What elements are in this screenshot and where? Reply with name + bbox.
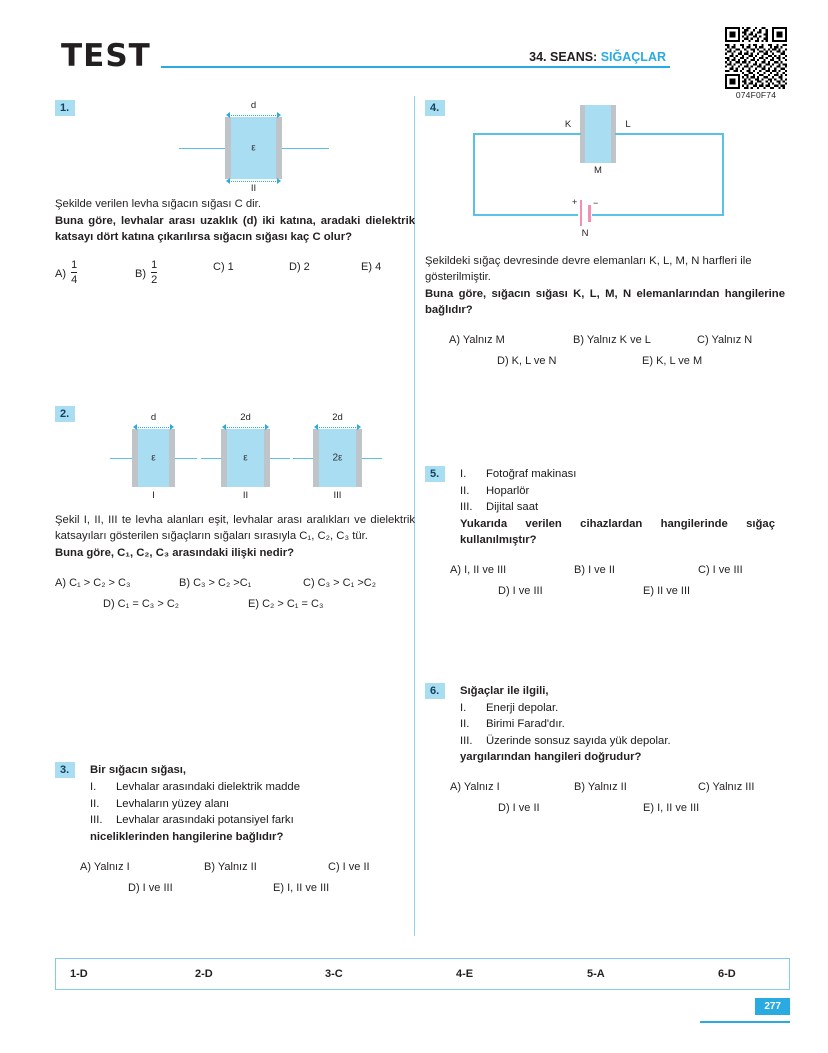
option-b-key: B): [135, 267, 146, 280]
plate-label-L: L: [625, 119, 631, 130]
cap1-arrow-left: [133, 424, 137, 430]
test-title: TEST: [61, 38, 161, 74]
option-a-text: C₁ > C₂ > C₃: [69, 577, 131, 589]
circuit-wire-top-left: [473, 133, 581, 135]
option-c[interactable]: [328, 861, 370, 873]
roman-text: Birimi Farad'dır.: [486, 718, 565, 730]
option-e[interactable]: [248, 598, 323, 610]
option-b-denominator: 2: [151, 274, 158, 286]
question-6-roman-list: [460, 700, 785, 750]
circuit-dielectric-M: [585, 105, 611, 163]
option-a-key: A): [450, 563, 461, 576]
answer-2: 2-D: [195, 968, 213, 980]
qr-block: [722, 27, 790, 100]
option-e-key: E): [248, 598, 259, 610]
option-e[interactable]: [643, 585, 690, 597]
question-3-body: [55, 762, 415, 894]
roman-item: [460, 466, 785, 483]
option-d[interactable]: [497, 355, 642, 367]
option-e-text: I, II ve III: [287, 881, 330, 894]
question-2-options-row-2: [55, 598, 415, 610]
roman-numeral: I.: [90, 781, 97, 793]
option-b-key: B): [179, 577, 190, 589]
option-a-text: Yalnız I: [463, 781, 500, 793]
question-6-lead: Sığaçlar ile ilgili,: [460, 684, 549, 697]
question-5-roman-list: [460, 466, 785, 516]
option-d-text: 2: [303, 261, 310, 273]
question-3-options-row-1: [80, 861, 415, 873]
roman-numeral: III.: [90, 814, 103, 826]
option-c[interactable]: [698, 781, 754, 793]
gap-dimension-top: [229, 115, 278, 116]
question-4-body: [425, 253, 785, 367]
roman-text: Hoparlör: [486, 484, 530, 497]
question-6-prompt: yargılarından hangileri doğrudur?: [460, 751, 642, 763]
circuit-wire-bottom-left: [473, 214, 578, 216]
option-e-key: E): [273, 881, 284, 894]
option-c-key: C): [328, 860, 340, 873]
option-b-key: B): [204, 860, 215, 873]
question-3-roman-list: [90, 779, 415, 829]
qr-code-icon: [725, 27, 787, 89]
roman-item: [90, 796, 415, 813]
option-a-numerator: 1: [71, 259, 78, 271]
capacitor-body: [225, 117, 282, 179]
option-a[interactable]: [55, 577, 179, 589]
session-title: [523, 50, 672, 64]
question-2-options: [55, 577, 415, 610]
option-b-numerator: 1: [151, 259, 158, 271]
cap2-dielectric-label: ε: [243, 452, 248, 464]
option-e[interactable]: [361, 261, 381, 287]
option-a-fraction: [71, 260, 77, 286]
left-column: [55, 100, 415, 903]
circuit-wire-left: [473, 133, 475, 216]
question-3-lead: Bir sığacın sığası,: [90, 764, 187, 776]
cap1-dielectric-label: ε: [151, 452, 156, 464]
question-2-stem: Şekil I, II, III te levha alanları eşit, levhalar arası aralıkları ve dielektrik katsayıları gösterilen sığaçların sığaları sırasıyla C₁, C₂, C₃ tür.: [55, 514, 415, 542]
battery-minus-sign: −: [593, 198, 599, 208]
question-4-options-row-1: [449, 334, 785, 346]
question-6: [425, 683, 785, 815]
option-c[interactable]: [213, 261, 289, 287]
option-b-key: B): [573, 334, 584, 346]
roman-numeral: II.: [90, 797, 100, 810]
cap2-name: II: [242, 490, 249, 501]
cap3-arrow-right: [357, 424, 361, 430]
cap1-gap-dimension: [136, 427, 171, 428]
answer-key-bar: [55, 958, 790, 990]
cap3-gap-dimension: [317, 427, 358, 428]
option-b[interactable]: [573, 334, 697, 346]
option-d-key: D): [128, 881, 140, 894]
capacitor-wire-left: [179, 148, 227, 149]
cap1-wire-left: [110, 458, 132, 459]
option-d[interactable]: [498, 585, 643, 597]
roman-text: Üzerinde sonsuz sayıda yük depolar.: [486, 734, 671, 747]
option-e-text: II ve III: [657, 584, 691, 597]
answer-5: 5-A: [587, 968, 605, 980]
question-5-number: 5.: [425, 466, 445, 482]
question-1-stem: Şekilde verilen levha sığacın sığası C dir.: [55, 198, 261, 210]
option-c-key: C): [213, 261, 225, 273]
question-2: [55, 406, 415, 666]
cap3-arrow-left: [314, 424, 318, 430]
header-rule: [145, 66, 670, 68]
option-e-key: E): [643, 802, 654, 814]
right-column: [425, 100, 785, 823]
question-5-options: [450, 564, 785, 597]
option-c[interactable]: [303, 577, 376, 589]
dielectric-label-M: M: [594, 165, 602, 176]
roman-text: Fotoğraf makinası: [486, 468, 577, 480]
session-number: 34. SEANS:: [529, 50, 598, 64]
roman-numeral: II.: [460, 484, 470, 497]
question-2-body: [55, 512, 415, 610]
option-d[interactable]: [498, 802, 643, 814]
cap3-wire-left: [293, 458, 313, 459]
option-c-text: 1: [227, 261, 234, 273]
option-b-text: Yalnız II: [217, 860, 257, 873]
roman-item: [460, 733, 785, 750]
option-a-key: A): [55, 267, 66, 280]
question-4-options: [449, 334, 785, 367]
option-a[interactable]: [55, 261, 135, 287]
battery-plate-positive: [580, 200, 582, 226]
roman-item: [460, 499, 785, 516]
cap1-arrow-right: [170, 424, 174, 430]
option-e-text: K, L ve M: [656, 355, 703, 367]
question-6-number: 6.: [425, 683, 445, 699]
question-3: [55, 762, 415, 894]
question-5-body: [425, 466, 785, 597]
option-a-text: I, II ve III: [464, 563, 507, 576]
cap2-gap-dimension: [225, 427, 266, 428]
option-b-text: Yalnız K ve L: [586, 334, 651, 346]
option-d[interactable]: [103, 598, 248, 610]
roman-numeral: I.: [460, 468, 467, 480]
roman-text: Dijital saat: [486, 501, 539, 513]
option-e-key: E): [642, 355, 653, 367]
option-d-key: D): [498, 802, 510, 814]
circuit-wire-top-right: [615, 133, 723, 135]
roman-text: Enerji depolar.: [486, 701, 559, 714]
question-4-stem: Şekildeki sığaç devresinde devre elemanları K, L, M, N harfleri ile gösterilmiştir.: [425, 255, 752, 283]
page-footer-rule: [700, 1021, 790, 1023]
option-d-key: D): [498, 584, 510, 597]
page-header: [55, 30, 790, 100]
question-4-options-row-2: [449, 355, 785, 367]
option-a[interactable]: [450, 781, 574, 793]
option-d-key: D): [289, 261, 301, 273]
option-c[interactable]: [698, 564, 743, 576]
option-e-text: I, II ve III: [657, 802, 700, 814]
cap3-dielectric-label: 2ε: [332, 452, 343, 464]
battery-plus-sign: +: [572, 197, 578, 207]
gap-arrow-right-top: [277, 112, 281, 118]
question-5-prompt: Yukarıda verilen cihazlardan hangilerinde sığaç kullanılmıştır?: [460, 517, 775, 546]
page-number-badge: 277: [755, 998, 790, 1015]
option-c-key: C): [698, 781, 710, 793]
roman-numeral: III.: [460, 734, 473, 747]
option-b-text: Yalnız II: [587, 781, 627, 793]
cap2-arrow-right: [265, 424, 269, 430]
option-a[interactable]: [450, 564, 574, 576]
gap-label-top: d: [250, 100, 257, 111]
option-c-key: C): [303, 577, 315, 589]
cap3-wire-right: [362, 458, 382, 459]
question-4-prompt: Buna göre, sığacın sığası K, L, M, N elemanlarından hangilerine bağlıdır?: [425, 288, 785, 316]
question-5-options-row-1: [450, 564, 785, 576]
question-5: [425, 466, 785, 597]
option-c-key: C): [697, 334, 709, 346]
cap1-wire-right: [175, 458, 197, 459]
roman-text: Levhalar arasındaki dielektrik madde: [116, 781, 300, 793]
option-e[interactable]: [643, 802, 699, 814]
option-d-key: D): [103, 598, 115, 610]
option-b[interactable]: [574, 781, 698, 793]
question-2-options-row-1: [55, 577, 415, 589]
option-c-text: C₃ > C₁ >C₂: [317, 577, 376, 589]
question-5-options-row-2: [450, 585, 785, 597]
cap2-wire-left: [201, 458, 221, 459]
option-c-text: I ve III: [712, 563, 743, 576]
question-3-options-row-2: [80, 882, 415, 894]
battery-label-N: N: [581, 228, 589, 239]
circuit-wire-bottom-right: [592, 214, 724, 216]
option-c[interactable]: [697, 334, 752, 346]
roman-item: [460, 700, 785, 717]
option-d-text: I ve III: [512, 584, 543, 597]
capacitor-III: [313, 429, 362, 487]
option-b-text: I ve II: [588, 563, 615, 576]
option-c-key: C): [698, 563, 710, 576]
cap2-arrow-left: [222, 424, 226, 430]
question-1-body: [55, 196, 415, 287]
question-1: [55, 100, 415, 332]
cap2-wire-right: [270, 458, 290, 459]
session-topic: SIĞAÇLAR: [600, 50, 666, 64]
question-1-options: [55, 261, 415, 287]
option-e-text: C₂ > C₁ = C₃: [262, 598, 324, 610]
option-b[interactable]: [179, 577, 303, 589]
option-a-key: A): [450, 781, 461, 793]
roman-item: [460, 716, 785, 733]
option-b-key: B): [574, 781, 585, 793]
option-e-text: 4: [375, 261, 382, 273]
question-3-prompt: niceliklerinden hangilerine bağlıdır?: [90, 830, 284, 843]
question-2-figure: [55, 406, 415, 502]
question-4: [425, 100, 785, 385]
question-1-figure: [55, 100, 415, 194]
fraction-bar: [151, 272, 157, 273]
question-1-prompt: Buna göre, levhalar arası uzaklık (d) iki katına, aradaki dielektrik katsayı dört katına çıkarılırsa sığacın sığası kaç C olur?: [55, 215, 415, 243]
capacitor-II: [221, 429, 270, 487]
roman-numeral: II.: [460, 718, 470, 730]
option-e[interactable]: [273, 882, 329, 894]
option-d-text: C₁ = C₃ > C₂: [117, 598, 180, 610]
cap3-gap-label: 2d: [332, 412, 343, 423]
option-b[interactable]: [574, 564, 698, 576]
option-d-text: I ve III: [142, 881, 173, 894]
question-2-number: 2.: [55, 406, 75, 422]
question-1-number: 1.: [55, 100, 75, 116]
cap2-gap-label: 2d: [240, 412, 251, 423]
option-a-key: A): [449, 334, 460, 346]
answer-3: 3-C: [325, 968, 343, 980]
option-b-text: C₃ > C₂ >C₁: [193, 577, 252, 589]
circuit-wire-right: [722, 133, 724, 216]
option-d-text: K, L ve N: [511, 355, 557, 367]
roman-item: [90, 779, 415, 796]
plate-label-K: K: [564, 119, 572, 130]
option-e-key: E): [643, 584, 654, 597]
roman-text: Levhaların yüzey alanı: [116, 797, 230, 810]
option-b-fraction: [151, 260, 157, 286]
option-a-denominator: 4: [71, 274, 78, 286]
option-a-text: Yalnız I: [93, 860, 130, 873]
question-1-options-row: [55, 261, 415, 287]
capacitor-wire-right: [281, 148, 329, 149]
answer-4: 4-E: [456, 968, 474, 980]
option-d[interactable]: [289, 261, 361, 287]
roman-numeral: III.: [460, 501, 473, 513]
option-b[interactable]: [135, 261, 213, 287]
cap1-gap-label: d: [150, 412, 157, 423]
question-6-options-row-1: [450, 781, 785, 793]
question-4-figure: [425, 100, 785, 245]
circuit-capacitor: [580, 105, 616, 163]
option-c-text: Yalnız N: [711, 334, 753, 346]
figure-bottom-label: II: [250, 183, 257, 194]
dielectric-label: ε: [251, 142, 256, 154]
option-a-key: A): [80, 860, 91, 873]
option-d-key: D): [497, 355, 509, 367]
question-4-number: 4.: [425, 100, 445, 116]
roman-text: Levhalar arasındaki potansiyel farkı: [116, 814, 294, 826]
option-b-key: B): [574, 563, 585, 576]
roman-item: [90, 812, 415, 829]
capacitor-I: [132, 429, 175, 487]
cap3-name: III: [333, 490, 342, 501]
option-c-text: Yalnız III: [712, 781, 755, 793]
answer-6: 6-D: [718, 968, 736, 980]
roman-item: [460, 483, 785, 500]
option-a[interactable]: [449, 334, 573, 346]
question-6-options: [450, 781, 785, 814]
question-6-body: [425, 683, 785, 815]
option-e-key: E): [361, 261, 372, 273]
answer-1: 1-D: [70, 968, 88, 980]
question-3-number: 3.: [55, 762, 75, 778]
roman-numeral: I.: [460, 701, 467, 714]
fraction-bar: [71, 272, 77, 273]
option-b[interactable]: [204, 861, 328, 873]
question-3-options: [80, 861, 415, 894]
option-a-text: Yalnız M: [462, 334, 505, 346]
option-d[interactable]: [128, 882, 273, 894]
option-c-text: I ve II: [342, 860, 370, 873]
option-e[interactable]: [642, 355, 702, 367]
question-2-prompt: Buna göre, C₁, C₂, C₃ arasındaki ilişki nedir?: [55, 547, 295, 559]
cap1-name: I: [152, 490, 155, 501]
option-a-key: A): [55, 577, 66, 589]
question-6-options-row-2: [450, 802, 785, 814]
gap-arrow-left-top: [226, 112, 230, 118]
qr-code-text: 074F0F74: [735, 90, 777, 100]
gap-dimension-bottom: [229, 181, 278, 182]
option-d-text: I ve II: [512, 802, 540, 814]
battery-plate-negative: [588, 205, 591, 222]
option-a[interactable]: [80, 861, 204, 873]
